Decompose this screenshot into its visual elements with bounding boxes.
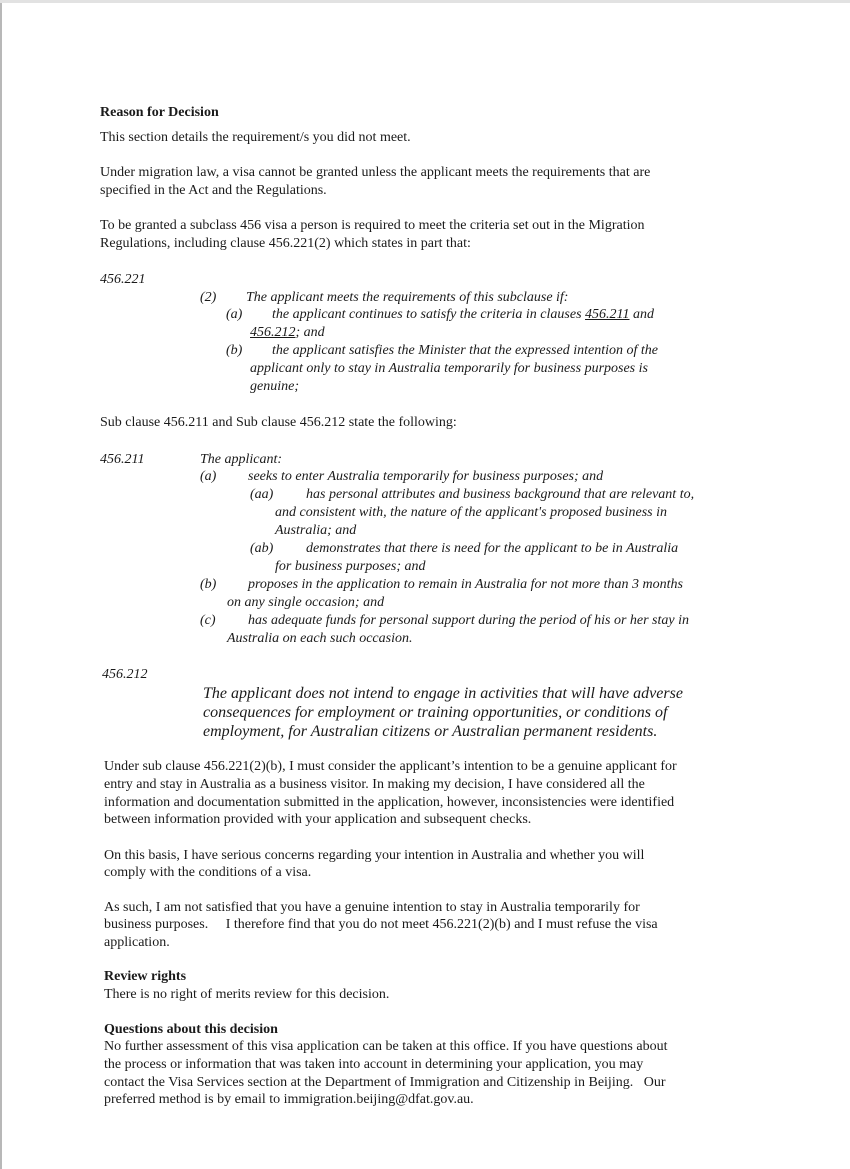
reason-paragraph-3-line-2: Regulations, including clause 456.221(2) which states in part that: [100, 236, 471, 251]
reason-paragraph-2-line-1: Under migration law, a visa cannot be granted unless the applicant meets the requirements that are [100, 165, 651, 180]
clause-212-number: 456.212 [102, 667, 148, 682]
clause-211-label-ab: (ab) [250, 541, 274, 556]
body-paragraph-4-line-2: entry and stay in Australia as a business visitor. In making my decision, I have considered all the [104, 777, 645, 792]
clause-221-item-a [226, 306, 654, 324]
clause-221-text-b-2: applicant only to stay in Australia temporarily for business purposes is [250, 361, 648, 376]
clause-211-text-ab-2: for business purposes; and [275, 559, 426, 574]
review-text: There is no right of merits review for this decision. [104, 987, 390, 1002]
page-left-edge [0, 0, 2, 1169]
questions-line-4: preferred method is by email to immigration.beijing@dfat.gov.au. [104, 1092, 474, 1107]
reason-heading: Reason for Decision [100, 105, 219, 120]
clause-456-212-link[interactable]: 456.212 [250, 325, 296, 340]
body-paragraph-5-line-1: On this basis, I have serious concerns regarding your intention in Australia and whether you will [104, 848, 645, 863]
body-paragraph-5-line-2: comply with the conditions of a visa. [104, 865, 312, 880]
clause-212-line-2: consequences for employment or training opportunities, or conditions of [203, 704, 668, 721]
clause-221-text-a-mid: and [629, 307, 654, 322]
clause-211-text-c-1: has adequate funds for personal support during the period of his or her stay in [248, 613, 689, 628]
clause-211-text-aa-1: has personal attributes and business background that are relevant to, [306, 487, 695, 502]
questions-line-1: No further assessment of this visa application can be taken at this office. If you have questions about [104, 1039, 668, 1054]
review-heading: Review rights [104, 969, 187, 984]
clause-221-item-a-cont [250, 324, 325, 342]
clause-456-211-link[interactable]: 456.211 [585, 307, 630, 322]
reason-paragraph-3-line-1: To be granted a subclass 456 visa a person is required to meet the criteria set out in the Migration [100, 218, 645, 233]
body-paragraph-6-line-2: business purposes. I therefore find that you do not meet 456.221(2)(b) and I must refuse the visa [104, 917, 658, 932]
clause-221-label-b: (b) [226, 343, 243, 358]
clause-221-text-2: The applicant meets the requirements of this subclause if: [246, 290, 569, 305]
clause-211-text-aa-3: Australia; and [275, 523, 357, 538]
clause-211-item-b [200, 576, 683, 594]
clause-212-line-1: The applicant does not intend to engage in activities that will have adverse [203, 685, 683, 702]
clause-221-subclause-2 [200, 289, 568, 307]
clause-211-intro: The applicant: [200, 452, 283, 467]
clause-211-label-b: (b) [200, 577, 217, 592]
clause-221-text-b-3: genuine; [250, 379, 299, 394]
clause-221-label-a: (a) [226, 307, 243, 322]
body-paragraph-6-line-3: application. [104, 935, 170, 950]
subclause-intro: Sub clause 456.211 and Sub clause 456.212 state the following: [100, 415, 457, 430]
clause-211-item-c [200, 612, 689, 630]
reason-paragraph-2-line-2: specified in the Act and the Regulations. [100, 183, 327, 198]
clause-211-label-c: (c) [200, 613, 216, 628]
clause-211-text-b-2: on any single occasion; and [227, 595, 385, 610]
clause-221-number: 456.221 [100, 272, 146, 287]
clause-211-label-a: (a) [200, 469, 217, 484]
clause-221-item-b [226, 342, 658, 360]
reason-paragraph-1: This section details the requirement/s you did not meet. [100, 130, 411, 145]
clause-211-number: 456.211 [100, 452, 145, 467]
body-paragraph-4-line-3: information and documentation submitted in the application, however, inconsistencies were identified [104, 795, 675, 810]
clause-211-label-aa: (aa) [250, 487, 274, 502]
questions-heading: Questions about this decision [104, 1022, 278, 1037]
clause-211-text-c-2: Australia on each such occasion. [227, 631, 413, 646]
clause-211-item-aa [250, 486, 694, 504]
body-paragraph-6-line-1: As such, I am not satisfied that you have a genuine intention to stay in Australia temporarily for [104, 900, 640, 915]
clause-211-item-a [200, 468, 603, 486]
clause-211-text-a: seeks to enter Australia temporarily for business purposes; and [248, 469, 604, 484]
clause-211-text-b-1: proposes in the application to remain in Australia for not more than 3 months [248, 577, 683, 592]
clause-221-label-2: (2) [200, 290, 217, 305]
clause-221-text-a-post: ; and [295, 325, 325, 340]
clause-221-text-a-pre: the applicant continues to satisfy the criteria in clauses [272, 307, 586, 322]
body-paragraph-4-line-4: between information provided with your application and subsequent checks. [104, 812, 532, 827]
clause-211-text-aa-2: and consistent with, the nature of the applicant's proposed business in [275, 505, 667, 520]
clause-212-line-3: employment, for Australian citizens or Australian permanent residents. [203, 723, 658, 740]
body-paragraph-4-line-1: Under sub clause 456.221(2)(b), I must consider the applicant’s intention to be a genuine applicant for [104, 759, 677, 774]
page-top-edge [0, 0, 850, 3]
questions-line-2: the process or information that was taken into account in determining your application, you may [104, 1057, 644, 1072]
clause-211-item-ab [250, 540, 678, 558]
clause-221-text-b-1: the applicant satisfies the Minister that the expressed intention of the [272, 343, 658, 358]
clause-211-text-ab-1: demonstrates that there is need for the applicant to be in Australia [306, 541, 679, 556]
questions-line-3: contact the Visa Services section at the Department of Immigration and Citizenship in Beijing. Our [104, 1075, 666, 1090]
